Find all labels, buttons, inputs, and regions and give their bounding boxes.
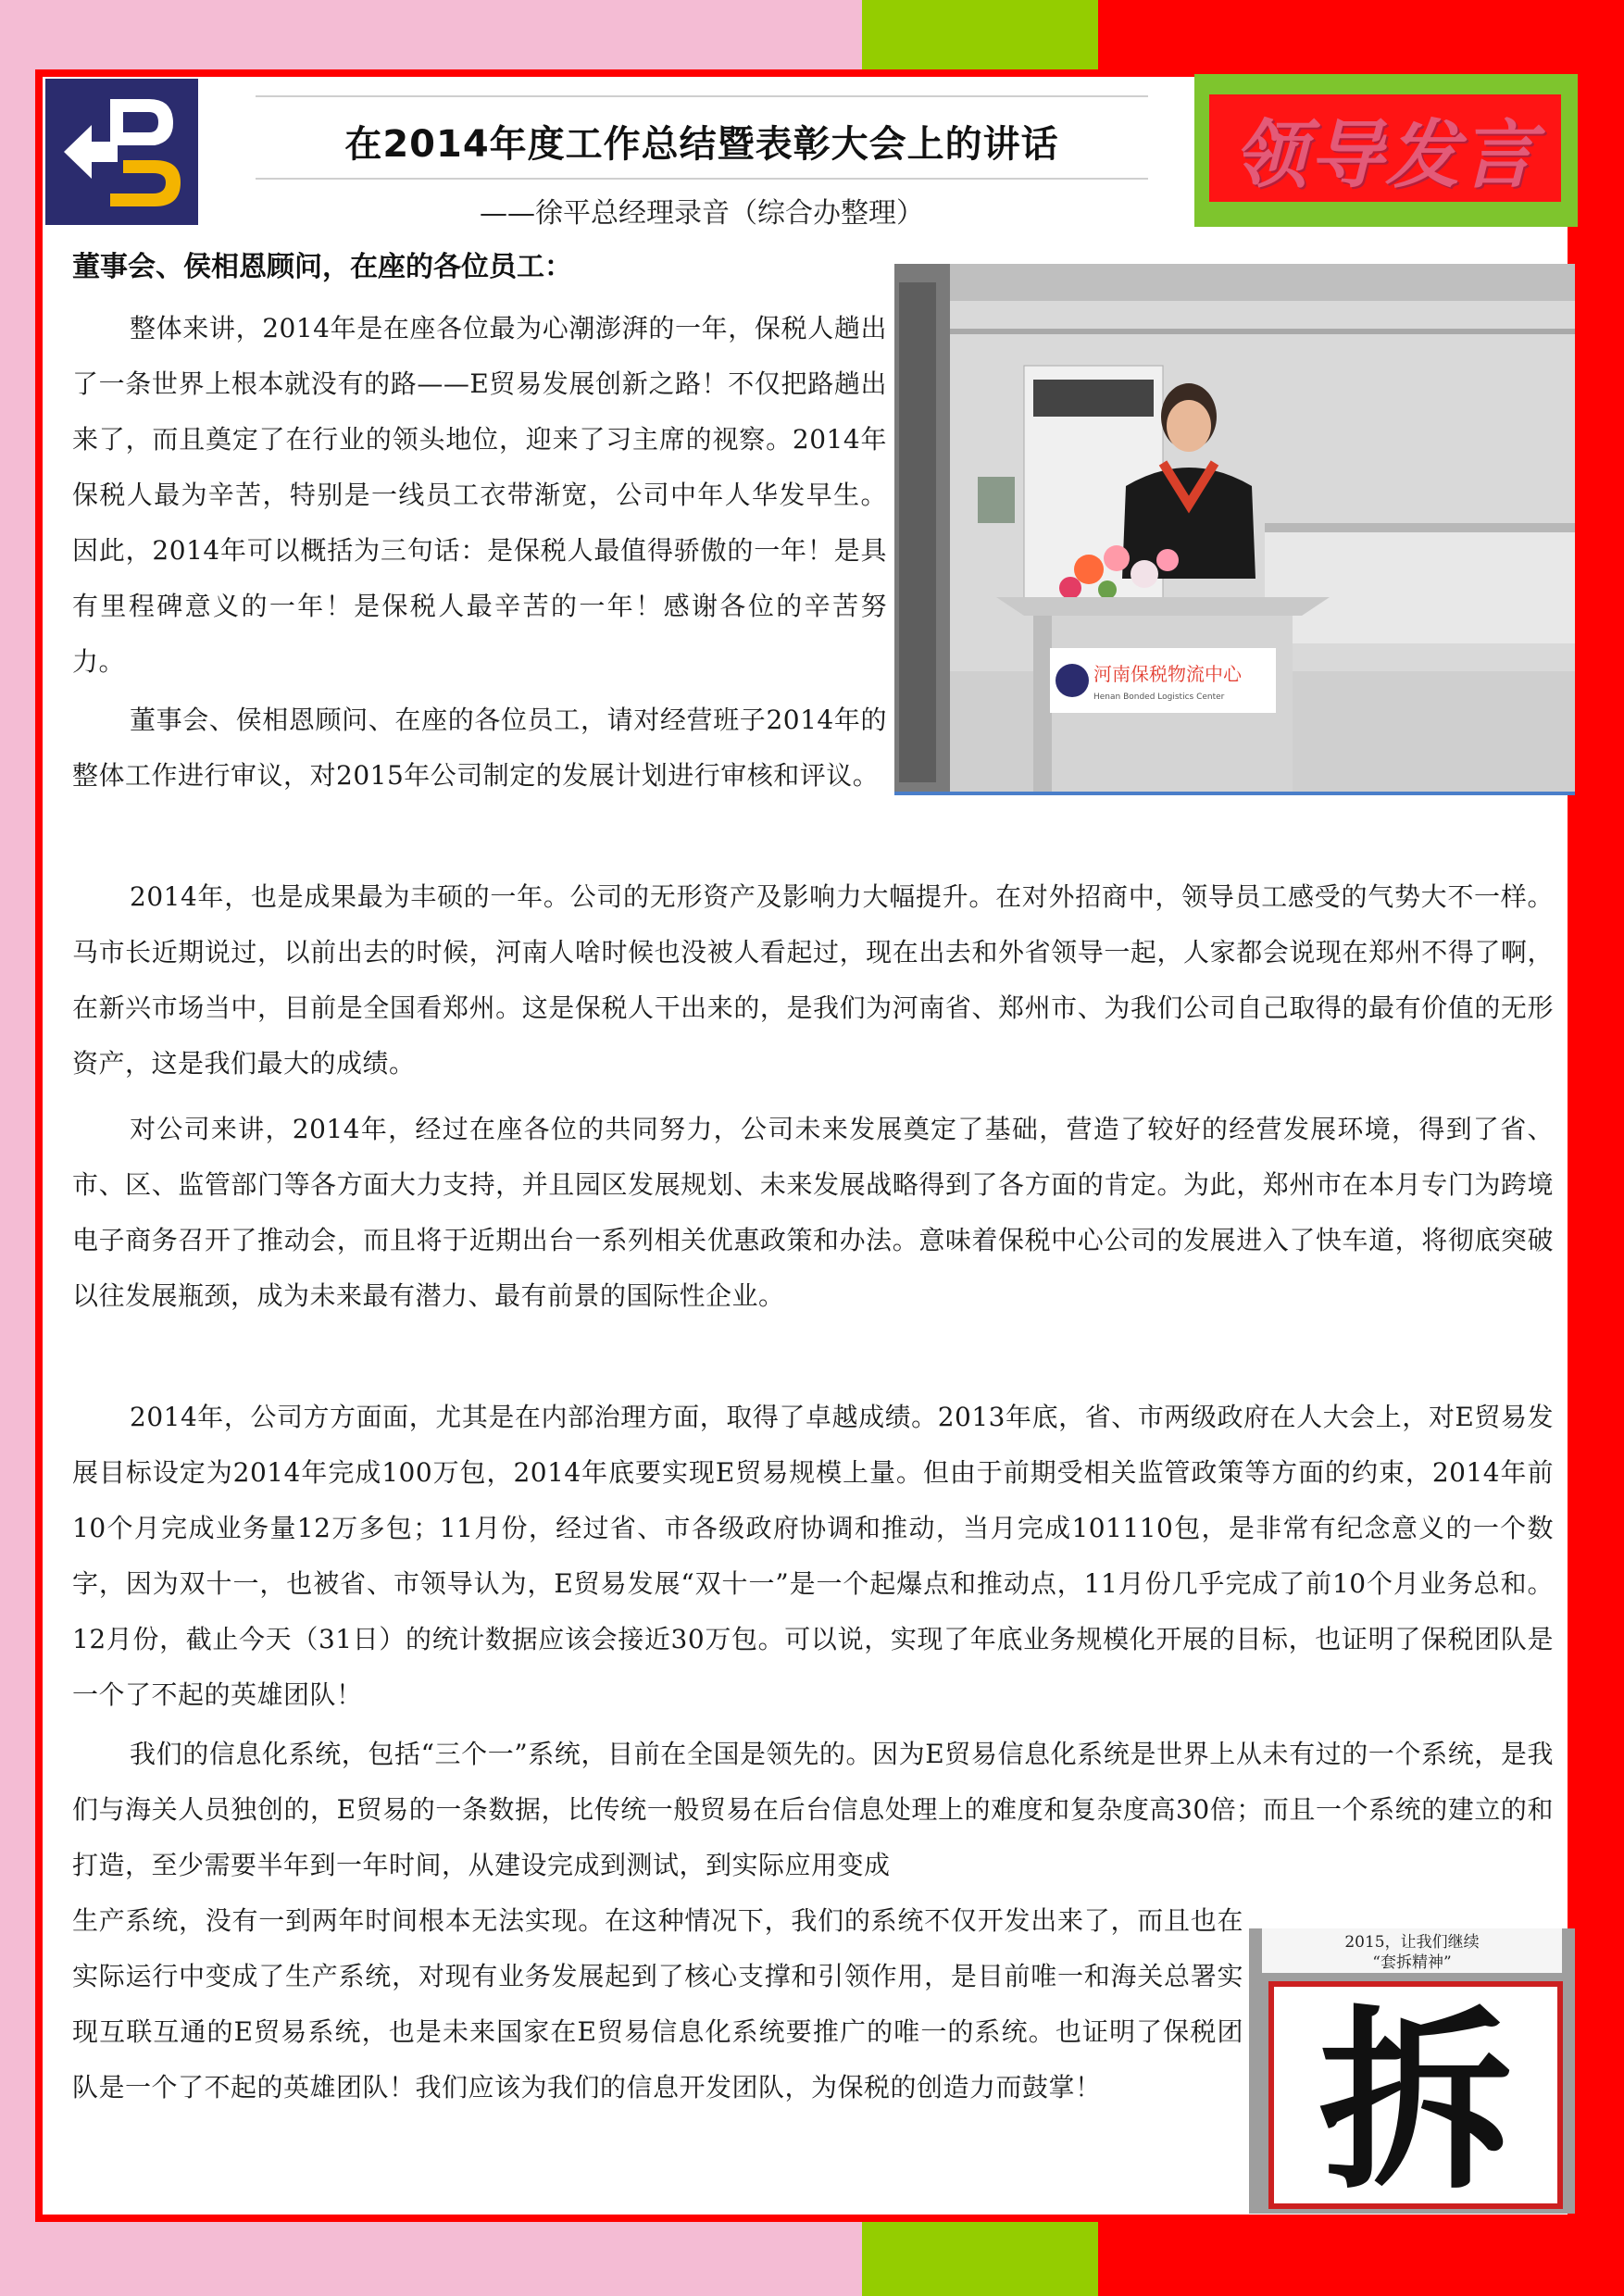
speech-paragraph-1: 整体来讲，2014年是在座各位最为心潮澎湃的一年，保税人趟出了一条世界上根本就没有的路——E贸易发展创新之路！不仅把路趟出来了，而且奠定了在行业的领头地位，迎来了习主席的视察。2014年保税人最为辛苦，特别是一线员工衣带渐宽，公司中年人华发早生。因此，2014年可以概括为三句话：是保税人最值得骄傲的一年！是具有里程碑意义的一年！是保税人最辛苦的一年！感谢各位的辛苦努力。 xyxy=(72,313,887,677)
page-subtitle: ——徐平总经理录音（综合办整理） xyxy=(480,197,924,230)
page-title: 在2014年度工作总结暨表彰大会上的讲话 xyxy=(344,123,1059,166)
podium-sign-en: Henan Bonded Logistics Center xyxy=(1093,693,1225,702)
decor-stripe-red-bottom xyxy=(1098,2222,1624,2296)
decor-stripe-red-right xyxy=(1574,0,1624,2296)
logo-b-icon xyxy=(45,79,198,225)
decor-stripe-green-bottom xyxy=(862,2222,1098,2296)
speech-paragraph-2: 董事会、侯相恩顾问、在座的各位员工，请对经营班子2014年的整体工作进行审议，对2015年公司制定的发展计划进行审核和评议。 xyxy=(72,705,887,791)
decor-stripe-red-top xyxy=(1098,0,1624,74)
title-rule-bottom xyxy=(256,178,1148,180)
speaker-at-podium-image xyxy=(894,264,1575,792)
speech-paragraph-5: 2014年，公司方方面面，尤其是在内部治理方面，取得了卓越成绩。2013年底，省、市两级政府在人大会上，对E贸易发展目标设定为2014年完成100万包，2014年底要实现E贸易规模上量。但由于前期受相关监管政策等方面的约束，2014年前10个月完成业务量12万多包；11月份，经过省、市各级政府协调和推动，当月完成101110包，是非常有纪念意义的一个数字，因为双十一，也被省、市领导认为，E贸易发展“双十一”是一个起爆点和推动点，11月份几乎完成了前10个月业务总和。12月份，截止今天（31日）的统计数据应该会接近30万包。可以说，实现了年底业务规模化开展的目标，也证明了保税团队是一个了不起的英雄团队！ xyxy=(72,1402,1554,1710)
speech-greeting: 董事会、侯相恩顾问，在座的各位员工： xyxy=(72,251,572,283)
calligraphy-photo xyxy=(1249,1928,1575,2214)
speech-paragraph-6-end: 生产系统，没有一到两年时间根本无法实现。在这种情况下，我们的系统不仅开发出来了，而且也在实际运行中变成了生产系统，对现有业务发展起到了核心支撑和引领作用，是目前唯一和海关总署实现互联互通的E贸易系统，也是未来国家在E贸易信息化系统要推广的唯一的系统。也证明了保税团队是一个了不起的英雄团队！我们应该为我们的信息开发团队，为保税的创造力而鼓掌！ xyxy=(72,1905,1243,2103)
decor-stripe-green-top xyxy=(862,0,1098,74)
calligraphy-caption-line2: “套拆精神” xyxy=(1372,1953,1452,1972)
calligraphy-board-image xyxy=(1249,1928,1575,2214)
calligraphy-character: 拆 xyxy=(1318,1987,1514,2214)
speech-paragraph-3: 2014年，也是成果最为丰硕的一年。公司的无形资产及影响力大幅提升。在对外招商中，领导员工感受的气势大不一样。马市长近期说过，以前出去的时候，河南人啥时候也没被人看起过，现在出去和外省领导一起，人家都会说现在郑州不得了啊，在新兴市场当中，目前是全国看郑州。这是保税人干出来的，是我们为河南省、郑州市、为我们公司自己取得的最有价值的无形资产，这是我们最大的成绩。 xyxy=(72,881,1554,1079)
calligraphy-caption-line1: 2015，让我们继续 xyxy=(1344,1933,1480,1952)
speaker-photo xyxy=(894,264,1575,795)
company-logo xyxy=(45,79,198,225)
section-badge-label: 领导发言 xyxy=(1233,110,1537,198)
podium-sign-cn: 河南保税物流中心 xyxy=(1093,663,1242,685)
speech-paragraph-6-start: 我们的信息化系统，包括“三个一”系统，目前在全国是领先的。因为E贸易信息化系统是世界上从未有过的一个系统，是我们与海关人员独创的，E贸易的一条数据，比传统一般贸易在后台信息处理上的难度和复杂度高30倍；而且一个系统的建立的和打造，至少需要半年到一年时间，从建设完成到测试，到实际应用变成 xyxy=(72,1739,1554,1880)
speech-paragraph-4: 对公司来讲，2014年，经过在座各位的共同努力，公司未来发展奠定了基础，营造了较好的经营发展环境，得到了省、市、区、监管部门等各方面大力支持，并且园区发展规划、未来发展战略得到了各方面的肯定。为此，郑州市在本月专门为跨境电子商务召开了推动会，而且将于近期出台一系列相关优惠政策和办法。意味着保税中心公司的发展进入了快车道，将彻底突破以往发展瓶颈，成为未来最有潜力、最有前景的国际性企业。 xyxy=(72,1114,1554,1311)
title-rule-top xyxy=(256,95,1148,97)
section-badge-inner xyxy=(1209,94,1561,202)
section-badge xyxy=(1194,74,1578,227)
